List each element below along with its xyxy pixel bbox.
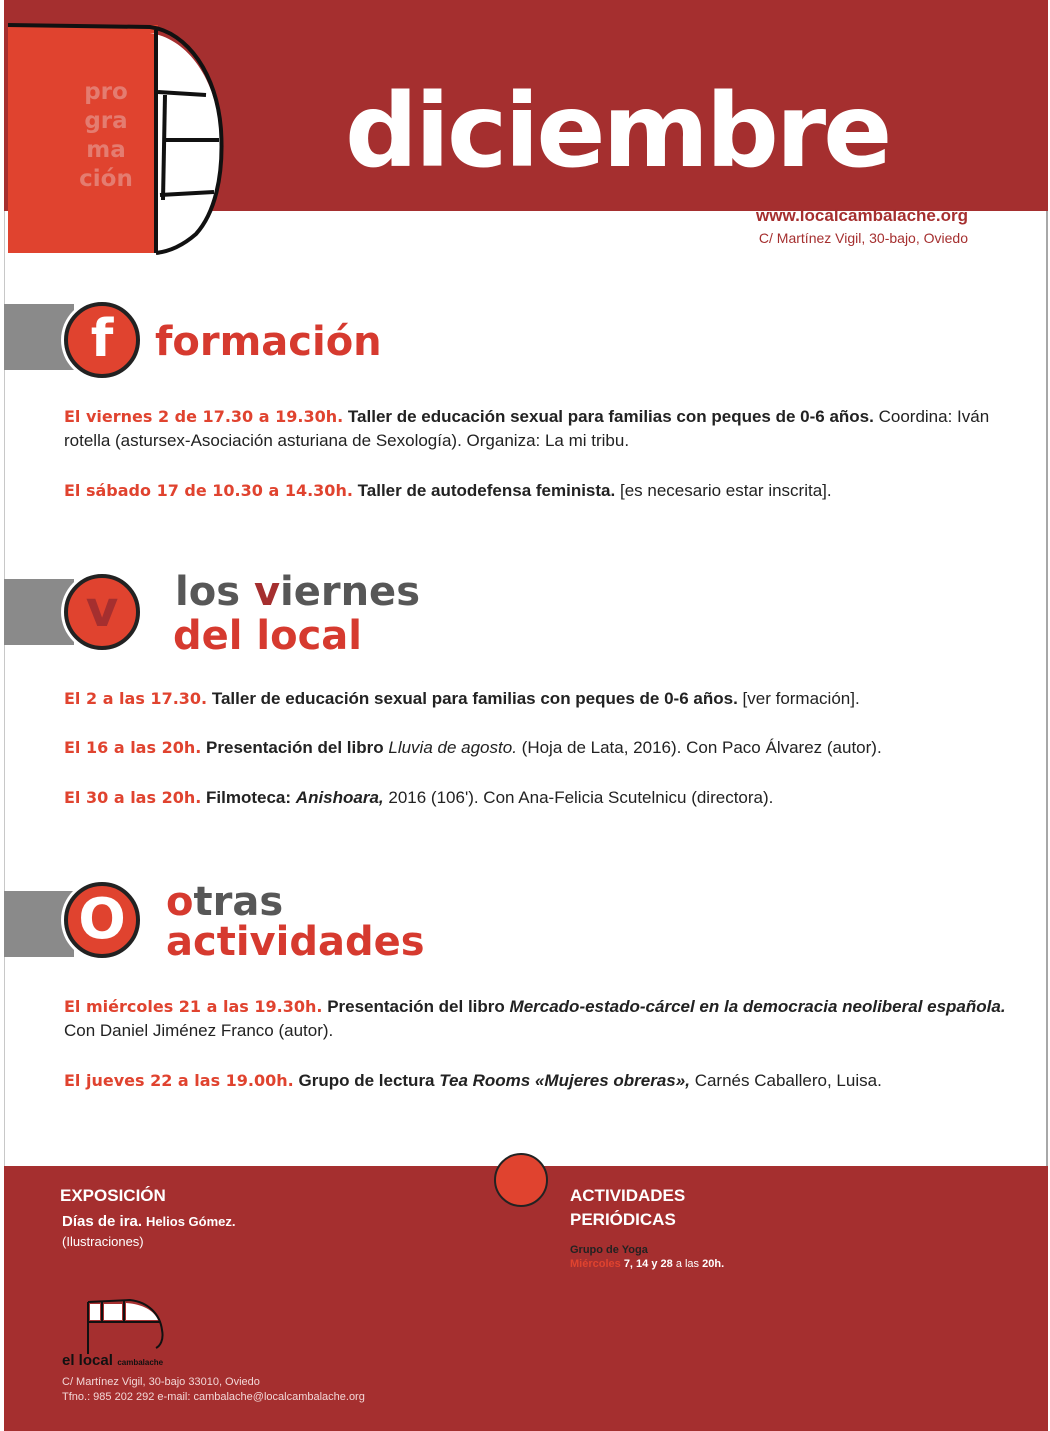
otras-title bbox=[166, 880, 283, 924]
event-formacion-1 bbox=[64, 405, 1014, 453]
month-title: diciembre bbox=[345, 72, 890, 191]
formacion-letter-icon bbox=[64, 302, 140, 378]
brand-sub: cambalache bbox=[117, 1358, 164, 1367]
event-formacion-2 bbox=[64, 479, 1014, 503]
otras-title-o: o bbox=[166, 879, 194, 925]
yoga-dates: 7, 14 y 28 bbox=[623, 1258, 673, 1270]
programacion-label bbox=[66, 78, 146, 194]
website-link[interactable]: www.localcambalache.org bbox=[756, 206, 968, 225]
event-when: El jueves 22 a las 19.00h. bbox=[64, 1071, 294, 1090]
event-rest: 2016 (106'). Con Ana-Felicia Scutelnicu (directora). bbox=[388, 788, 774, 807]
event-when: El 16 a las 20h. bbox=[64, 738, 202, 757]
yoga-schedule bbox=[570, 1258, 724, 1270]
footer-band bbox=[4, 1166, 1048, 1431]
otras-letter: O bbox=[78, 887, 126, 952]
expo-author: Helios Gómez. bbox=[145, 1214, 236, 1229]
viernes-title-v: v bbox=[253, 569, 281, 615]
yoga-time: 20h. bbox=[702, 1258, 725, 1270]
expo-note: (Ilustraciones) bbox=[62, 1234, 144, 1249]
contact-phone-email: Tfno.: 985 202 292 e-mail: cambalache@localcambalache.org bbox=[62, 1391, 365, 1403]
brand-name bbox=[62, 1352, 163, 1370]
event-rest: [es necesario estar inscrita]. bbox=[619, 481, 832, 500]
prog-line: ma bbox=[86, 137, 126, 163]
event-what: Grupo de lectura bbox=[298, 1071, 435, 1090]
viernes-title bbox=[175, 570, 420, 614]
formacion-title: formación bbox=[155, 319, 382, 365]
viernes-title-pre: los bbox=[175, 569, 254, 615]
otras-letter-icon bbox=[64, 882, 140, 958]
event-rest: Coordina: Iván rotella (astursex-Asociación asturiana de Sexología). Organiza: La mi tribu. bbox=[64, 407, 990, 450]
viernes-letter: v bbox=[85, 580, 119, 638]
yoga-at: a las bbox=[675, 1258, 700, 1270]
event-italic: Mercado-estado-cárcel en la democracia neoliberal española. bbox=[509, 997, 1006, 1016]
otras-title-line2: actividades bbox=[166, 919, 425, 965]
brand-logo-icon bbox=[80, 1294, 180, 1356]
prog-line: ción bbox=[79, 166, 133, 192]
footer-dot-icon bbox=[494, 1153, 548, 1207]
viernes-title-post: iernes bbox=[280, 569, 420, 615]
header-address: C/ Martínez Vigil, 30-bajo, Oviedo bbox=[758, 230, 968, 246]
event-otras-2 bbox=[64, 1069, 1014, 1093]
event-rest: Con Daniel Jiménez Franco (autor). bbox=[64, 1021, 334, 1040]
periodicas-title-1: ACTIVIDADES bbox=[570, 1186, 686, 1205]
event-when: El sábado 17 de 10.30 a 14.30h. bbox=[64, 481, 353, 500]
event-italic: Tea Rooms «Mujeres obreras», bbox=[439, 1071, 690, 1090]
contact-address: C/ Martínez Vigil, 30-bajo 33010, Oviedo bbox=[62, 1376, 260, 1388]
formacion-letter: f bbox=[90, 309, 114, 369]
event-what: Taller de educación sexual para familias con peques de 0-6 años. bbox=[347, 407, 874, 426]
viernes-letter-icon bbox=[64, 574, 140, 650]
otras-title-post: tras bbox=[193, 879, 284, 925]
viernes-title-line2: del local bbox=[173, 613, 363, 659]
event-rest: (Hoja de Lata, 2016). Con Paco Álvarez (autor). bbox=[521, 738, 882, 757]
exposicion-title: EXPOSICIÓN bbox=[60, 1186, 166, 1205]
event-viernes-3 bbox=[64, 786, 1014, 810]
yoga-title: Grupo de Yoga bbox=[570, 1244, 648, 1256]
event-what: Filmoteca: bbox=[206, 788, 292, 807]
prog-line: gra bbox=[84, 108, 128, 134]
event-otras-1 bbox=[64, 995, 1014, 1043]
periodicas-title-2: PERIÓDICAS bbox=[570, 1210, 676, 1229]
event-when: El 30 a las 20h. bbox=[64, 788, 202, 807]
exposicion-detail bbox=[62, 1213, 236, 1230]
event-what: Presentación del libro bbox=[327, 997, 505, 1016]
event-rest: [ver formación]. bbox=[742, 689, 860, 708]
event-when: El miércoles 21 a las 19.30h. bbox=[64, 997, 323, 1016]
event-viernes-1 bbox=[64, 687, 1014, 711]
event-when: El 2 a las 17.30. bbox=[64, 689, 208, 708]
yoga-day: Miércoles bbox=[570, 1258, 621, 1270]
event-rest: Carnés Caballero, Luisa. bbox=[694, 1071, 882, 1090]
event-italic: Anishoara, bbox=[295, 788, 384, 807]
event-when: El viernes 2 de 17.30 a 19.30h. bbox=[64, 407, 344, 426]
brand-main: el local bbox=[62, 1352, 113, 1369]
event-viernes-2 bbox=[64, 736, 1014, 760]
prog-line: pro bbox=[84, 79, 128, 105]
event-italic: Lluvia de agosto. bbox=[388, 738, 517, 757]
expo-name: Días de ira. bbox=[62, 1213, 143, 1230]
event-what: Presentación del libro bbox=[206, 738, 384, 757]
event-what: Taller de autodefensa feminista. bbox=[357, 481, 616, 500]
event-what: Taller de educación sexual para familias con peques de 0-6 años. bbox=[211, 689, 738, 708]
